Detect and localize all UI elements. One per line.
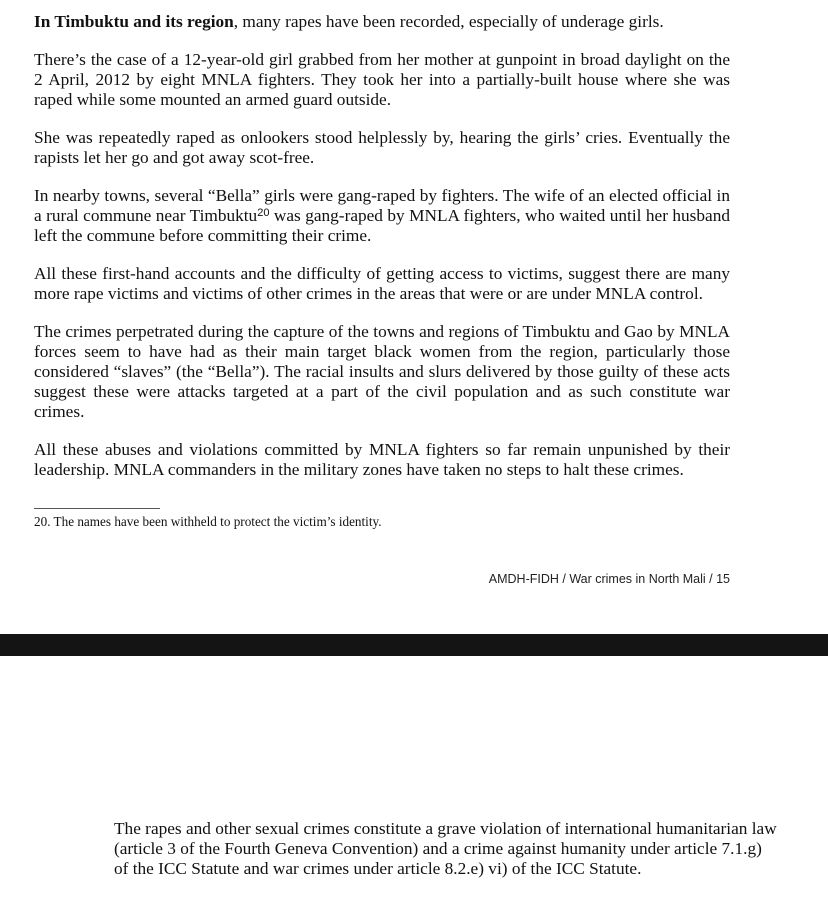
paragraph-line: of these acts suggest these were attacks targeted at a part of the civil population and as such	[34, 362, 730, 401]
paragraph-line: those considered “slaves” (the “Bella”). The racial insults and slurs delivered by those guilty	[34, 342, 731, 381]
paragraph-line: MNLA forces seem to have had as their main target black women from the region, particularly	[34, 322, 731, 361]
paragraph-line: the 2 April, 2012 by eight MNLA fighters. They took her into a partially-built house where she	[34, 50, 730, 89]
paragraph-lead-bold: In Timbuktu and its region	[34, 12, 234, 31]
paragraph-line: All these first-hand accounts and the difficulty of getting access to victims, suggest there are many	[34, 264, 730, 283]
paragraph-line: The crimes perpetrated during the capture of the towns and regions of Timbuktu and Gao by	[34, 322, 675, 341]
paragraph-repeated-rape	[34, 128, 730, 168]
paragraph-line: until her husband left the commune before committing their crime.	[34, 206, 731, 245]
paragraph-first-hand-accounts	[34, 264, 730, 304]
paragraph-line: constitute war crimes.	[34, 382, 730, 421]
paragraph-line: The rapes and other sexual crimes constitute a grave violation of international humanitarian law	[114, 819, 777, 838]
paragraph-line: was gang-raped by MNLA fighters, who waited	[269, 206, 606, 225]
paragraph-line: the rapists let her go and got away scot-free.	[34, 128, 730, 167]
next-page-body	[114, 819, 828, 879]
paragraph-line: official in a rural commune near Timbuktu	[34, 186, 730, 225]
paragraph-unpunished-abuses	[34, 440, 730, 480]
paragraph-line: more rape victims and victims of other crimes in the areas that were or are under MNLA control.	[34, 284, 703, 303]
paragraph-line: There’s the case of a 12-year-old girl grabbed from her mother at gunpoint in broad daylight on	[34, 50, 704, 69]
page-separator-bar	[0, 634, 828, 656]
paragraph-crimes-perpetrated	[34, 322, 730, 422]
footnote-20: 20. The names have been withheld to protect the victim’s identity.	[34, 514, 382, 529]
page-footer: AMDH-FIDH / War crimes in North Mali / 15	[488, 572, 730, 586]
paragraph-12-year-old-case	[34, 50, 730, 110]
page-body	[34, 12, 730, 498]
paragraph-timbuktu-intro	[34, 12, 730, 32]
paragraph-bella-girls	[34, 186, 730, 246]
paragraph-line: of the ICC Statute and war crimes under article 8.2.e) vi) of the ICC Statute.	[114, 859, 642, 878]
paragraph-line: In nearby towns, several “Bella” girls were gang-raped by fighters. The wife of an elected	[34, 186, 658, 205]
paragraph-line: All these abuses and violations committed by MNLA fighters so far remain unpunished by their	[34, 440, 730, 459]
paragraph-line: leadership. MNLA commanders in the military zones have taken no steps to halt these crimes.	[34, 460, 684, 479]
paragraph-grave-violation	[114, 819, 828, 879]
footnote-divider	[34, 508, 160, 509]
footnote-reference[interactable]: 20	[257, 207, 270, 219]
paragraph-line: She was repeatedly raped as onlookers stood helplessly by, hearing the girls’ cries. Eventually	[34, 128, 703, 147]
paragraph-line: (article 3 of the Fourth Geneva Convention) and a crime against humanity under article 7.1.g)	[114, 839, 762, 858]
paragraph-line: was raped while some mounted an armed guard outside.	[34, 70, 730, 109]
paragraph-text: , many rapes have been recorded, especially of underage girls.	[233, 12, 664, 31]
